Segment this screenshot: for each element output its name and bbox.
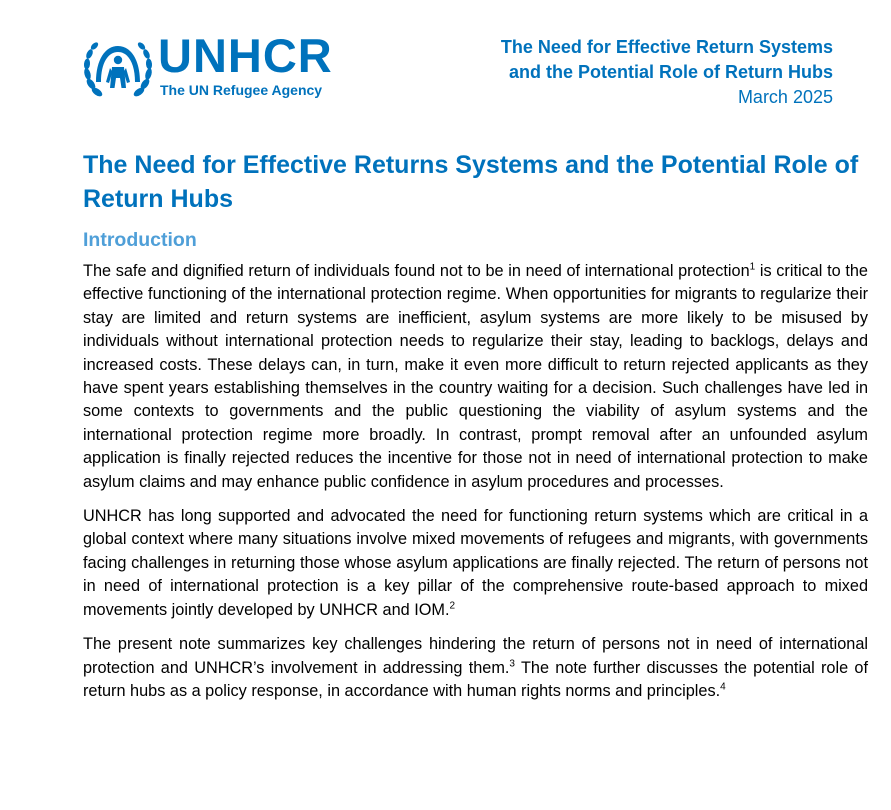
paragraph-3-text-a: The present note summarizes key challenges hindering the return of persons not in need of international protection and UNHCR’s involvement in addressing them.: [83, 635, 868, 677]
logo-tagline: The UN Refugee Agency: [160, 82, 323, 98]
paragraph-1-text-b: is critical to the effective functioning of the international protection regime. When opportunities for migrants to regularize their stay are limited and return systems are inefficient, asylum systems are more likely to be misused by individuals without international protection needs to regularize their stay, leading to backlogs, delays and increased costs. These delays can, in turn, make it even more difficult to return rejected applicants as they have spent years establishing themselves in the country waiting for a decision. Such challenges have led in some contexts to governments and the public questioning the viability of asylum systems and the international protection regime more broadly. In contrast, prompt removal after an unfounded asylum application is finally rejected reduces the incentive for those not in need of international protection to make asylum claims and may enhance public confidence in asylum procedures and processes.: [83, 262, 868, 491]
paragraph-1: [83, 260, 868, 494]
header-title-line-1: The Need for Effective Return Systems: [500, 37, 833, 57]
footnote-ref-2[interactable]: 2: [449, 600, 456, 612]
footnote-ref-3[interactable]: 3: [509, 658, 515, 670]
unhcr-logo: [83, 29, 333, 104]
section-heading-introduction: Introduction: [83, 229, 197, 251]
header-document-info: [501, 35, 833, 110]
logo-wordmark: UNHCR: [158, 29, 333, 82]
paragraph-3: [83, 633, 868, 703]
main-content: [83, 148, 868, 703]
paragraph-2-text: UNHCR has long supported and advocated the need for functioning return systems which are critical in a global context where many situations involve mixed movements of refugees and migrants, with governments facing challenges in returning those whose asylum applications are finally rejected. The return of persons not in need of international protection is a key pillar of the comprehensive route-based approach to mixed movements jointly developed by UNHCR and IOM.: [83, 507, 868, 619]
footnote-ref-1[interactable]: 1: [749, 261, 756, 273]
unhcr-emblem-icon: [83, 38, 153, 100]
paragraph-1-text-a: The safe and dignified return of individuals found not to be in need of international protection: [83, 262, 750, 280]
header-date: March 2025: [737, 87, 833, 107]
header-title-line-2: and the Potential Role of Return Hubs: [508, 62, 833, 82]
paragraph-3-text-b: The note further discusses the potential role of return hubs as a policy response, in accordance with human rights norms and principles.: [83, 658, 868, 700]
paragraph-2: [83, 505, 868, 622]
document-title: The Need for Effective Returns Systems and the Potential Role of Return Hubs: [83, 151, 859, 213]
footnote-ref-4[interactable]: 4: [720, 681, 726, 693]
